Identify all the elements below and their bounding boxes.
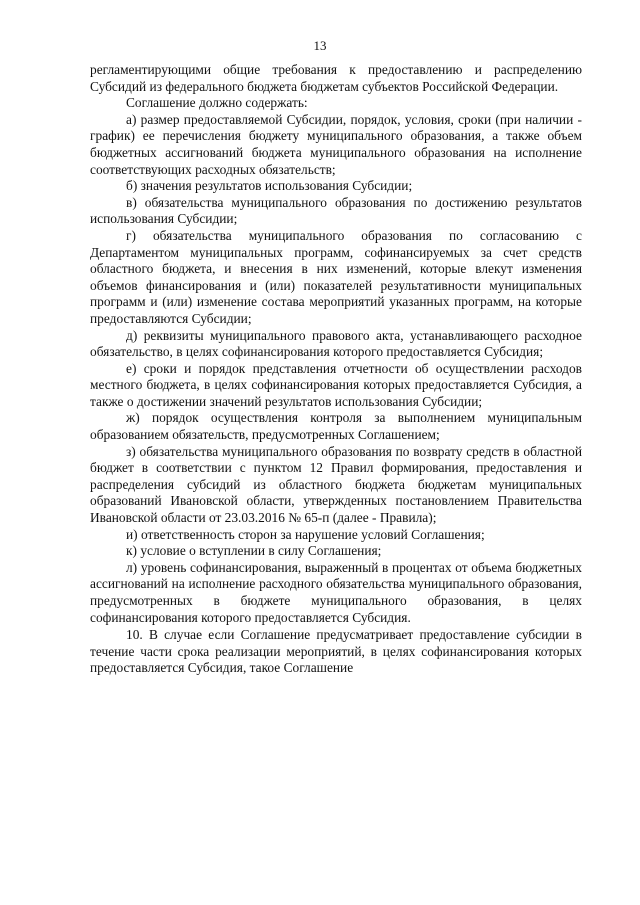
paragraph-item-b: б) значения результатов использования Субсидии;: [126, 178, 413, 194]
paragraph-item-d: д) реквизиты муниципального правового акта, устанавливающего расходное обязательство, в целях софинансирования которого предоставляется Субсидия;: [90, 327, 582, 360]
paragraph-item-k: к) условие о вступлении в силу Соглашения;: [126, 543, 382, 559]
paragraph-item-v: в) обязательства муниципального образования по достижению результатов использования Субсидии;: [90, 194, 582, 227]
paragraph-item-z: з) обязательства муниципального образования по возврату средств в областной бюджет в соответствии с пунктом 12 Правил формирования, предоставления и распределения субсидий из областного бюджета бюджетам муниципальных образований Ивановской области, утвержденных постановлением Правительства Ивановской области от 23.03.2016 № 65-п (далее - Правила);: [90, 443, 582, 526]
page-number: 13: [313, 38, 327, 53]
paragraph-item-g: г) обязательства муниципального образования по согласованию с Департаментом муниципальных программ, софинансируемых за счет средств областного бюджета, и внесения в них изменений, которые влекут изменения объемов финансирования и (или) показателей результативности муниципальных программ и (или) изменение состава мероприятий указанных программ, на которые предоставляются Субсидии;: [90, 227, 582, 326]
paragraph-clause-10: 10. В случае если Соглашение предусматривает предоставление субсидии в течение части срока реализации мероприятий, в целях софинансирования которых предоставляется Субсидия, такое Соглашение: [90, 627, 582, 676]
paragraph-item-e: е) сроки и порядок представления отчетности об осуществлении расходов местного бюджета, в целях софинансирования которых предоставляется Субсидия, а также о достижении значений результатов использования Субсидии;: [90, 360, 582, 409]
paragraph-item-i: и) ответственность сторон за нарушение условий Соглашения;: [126, 526, 485, 542]
paragraph-item-zh: ж) порядок осуществления контроля за выполнением муниципальным образованием обязательств, предусмотренных Соглашением;: [90, 410, 582, 443]
paragraph-item-l: л) уровень софинансирования, выраженный в процентах от объема бюджетных ассигнований на исполнение расходного обязательства муниципального образования, предусмотренных в бюджете муниципального образования, в целях софинансирования которого предоставляется Субсидия.: [90, 559, 582, 625]
paragraph-agreement-contents-heading: Соглашение должно содержать:: [126, 95, 308, 111]
paragraph-item-a: а) размер предоставляемой Субсидии, порядок, условия, сроки (при наличии - график) ее перечисления бюджету муниципального образования, а также объем бюджетных ассигнований бюджета муниципального образования на исполнение соответствующих расходных обязательств;: [90, 111, 582, 177]
paragraph-intro-continuation: регламентирующими общие требования к предоставлению и распределению Субсидий из федерального бюджета бюджетам субъектов Российской Федерации.: [90, 62, 582, 94]
document-body: [90, 62, 582, 677]
